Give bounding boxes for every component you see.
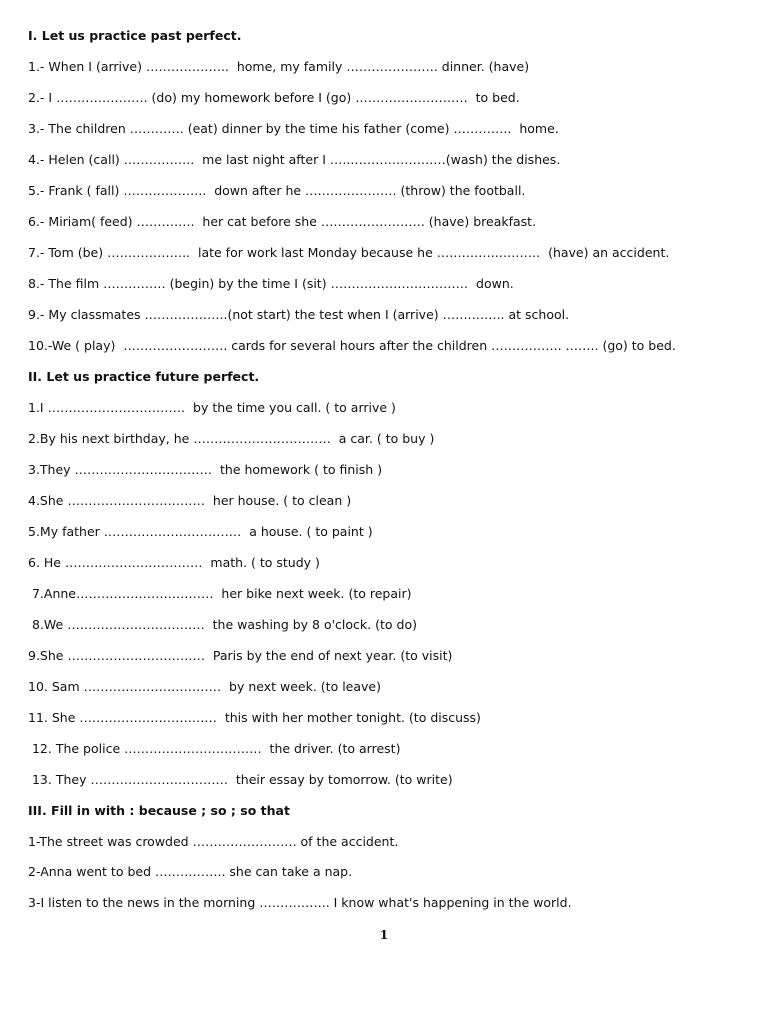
section-1-item: 5.- Frank ( fall) ……………….. down after he …………………. (throw) the football. [28, 183, 526, 198]
section-1-item: 10.-We ( play) ……………………. cards for several hours after the children …………….. …….. (go) to bed. [28, 338, 676, 353]
section-3-heading: III. Fill in with : because ; so ; so that [28, 803, 290, 818]
section-1-item: 3.- The children …………. (eat) dinner by the time his father (come) ………….. home. [28, 121, 559, 136]
section-2-item: 1.I …………………………… by the time you call. ( to arrive ) [28, 400, 396, 415]
section-2-item: 7.Anne…………………………… her bike next week. (to repair) [28, 586, 412, 601]
section-3-item: 2-Anna went to bed …………….. she can take a nap. [28, 864, 353, 879]
section-2-item: 12. The police …………………………… the driver. (to arrest) [28, 741, 401, 756]
section-1-item: 1.- When I (arrive) ……………….. home, my family …………………. dinner. (have) [28, 59, 530, 74]
section-2-item: 11. She …………………………… this with her mother tonight. (to discuss) [28, 710, 481, 725]
section-2-item: 2.By his next birthday, he …………………………… a car. ( to buy ) [28, 431, 435, 446]
section-2-item: 8.We …………………………… the washing by 8 o'clock. (to do) [28, 617, 417, 632]
section-2-item: 5.My father …………………………… a house. ( to paint ) [28, 524, 373, 539]
section-1-item: 6.- Miriam( feed) ………….. her cat before she ……………………. (have) breakfast. [28, 214, 537, 229]
section-1-item: 9.- My classmates ………………..(not start) the test when I (arrive) …….…….. at school. [28, 307, 570, 322]
section-3-item: 1-The street was crowded ……………………. of the accident. [28, 834, 399, 849]
section-2-item: 9.She …………………………… Paris by the end of next year. (to visit) [28, 648, 453, 663]
section-2-item: 4.She …………………………… her house. ( to clean ) [28, 493, 352, 508]
section-1-item: 7.- Tom (be) ……………….. late for work last Monday because he ….……….….……. (have) an accident. [28, 245, 670, 260]
section-1-item: 2.- I …………………. (do) my homework before I (go) ……………………… to bed. [28, 90, 520, 105]
section-2-item: 10. Sam …………………………… by next week. (to leave) [28, 679, 381, 694]
section-2-item: 13. They …………………………… their essay by tomorrow. (to write) [28, 772, 453, 787]
section-2-item: 6. He …………………………… math. ( to study ) [28, 555, 320, 570]
section-3-item: 3-I listen to the news in the morning …………….. I know what's happening in the world. [28, 895, 572, 910]
section-2-item: 3.They …………………………… the homework ( to finish ) [28, 462, 383, 477]
section-1-item: 8.- The film …………… (begin) by the time I (sit) …………………………… down. [28, 276, 514, 291]
page-number: 1 [379, 927, 389, 942]
section-2-heading: II. Let us practice future perfect. [28, 369, 260, 384]
section-1-item: 4.- Helen (call) …………….. me last night after I …..………….…….…(wash) the dishes. [28, 152, 561, 167]
section-1-heading: I. Let us practice past perfect. [28, 28, 242, 43]
